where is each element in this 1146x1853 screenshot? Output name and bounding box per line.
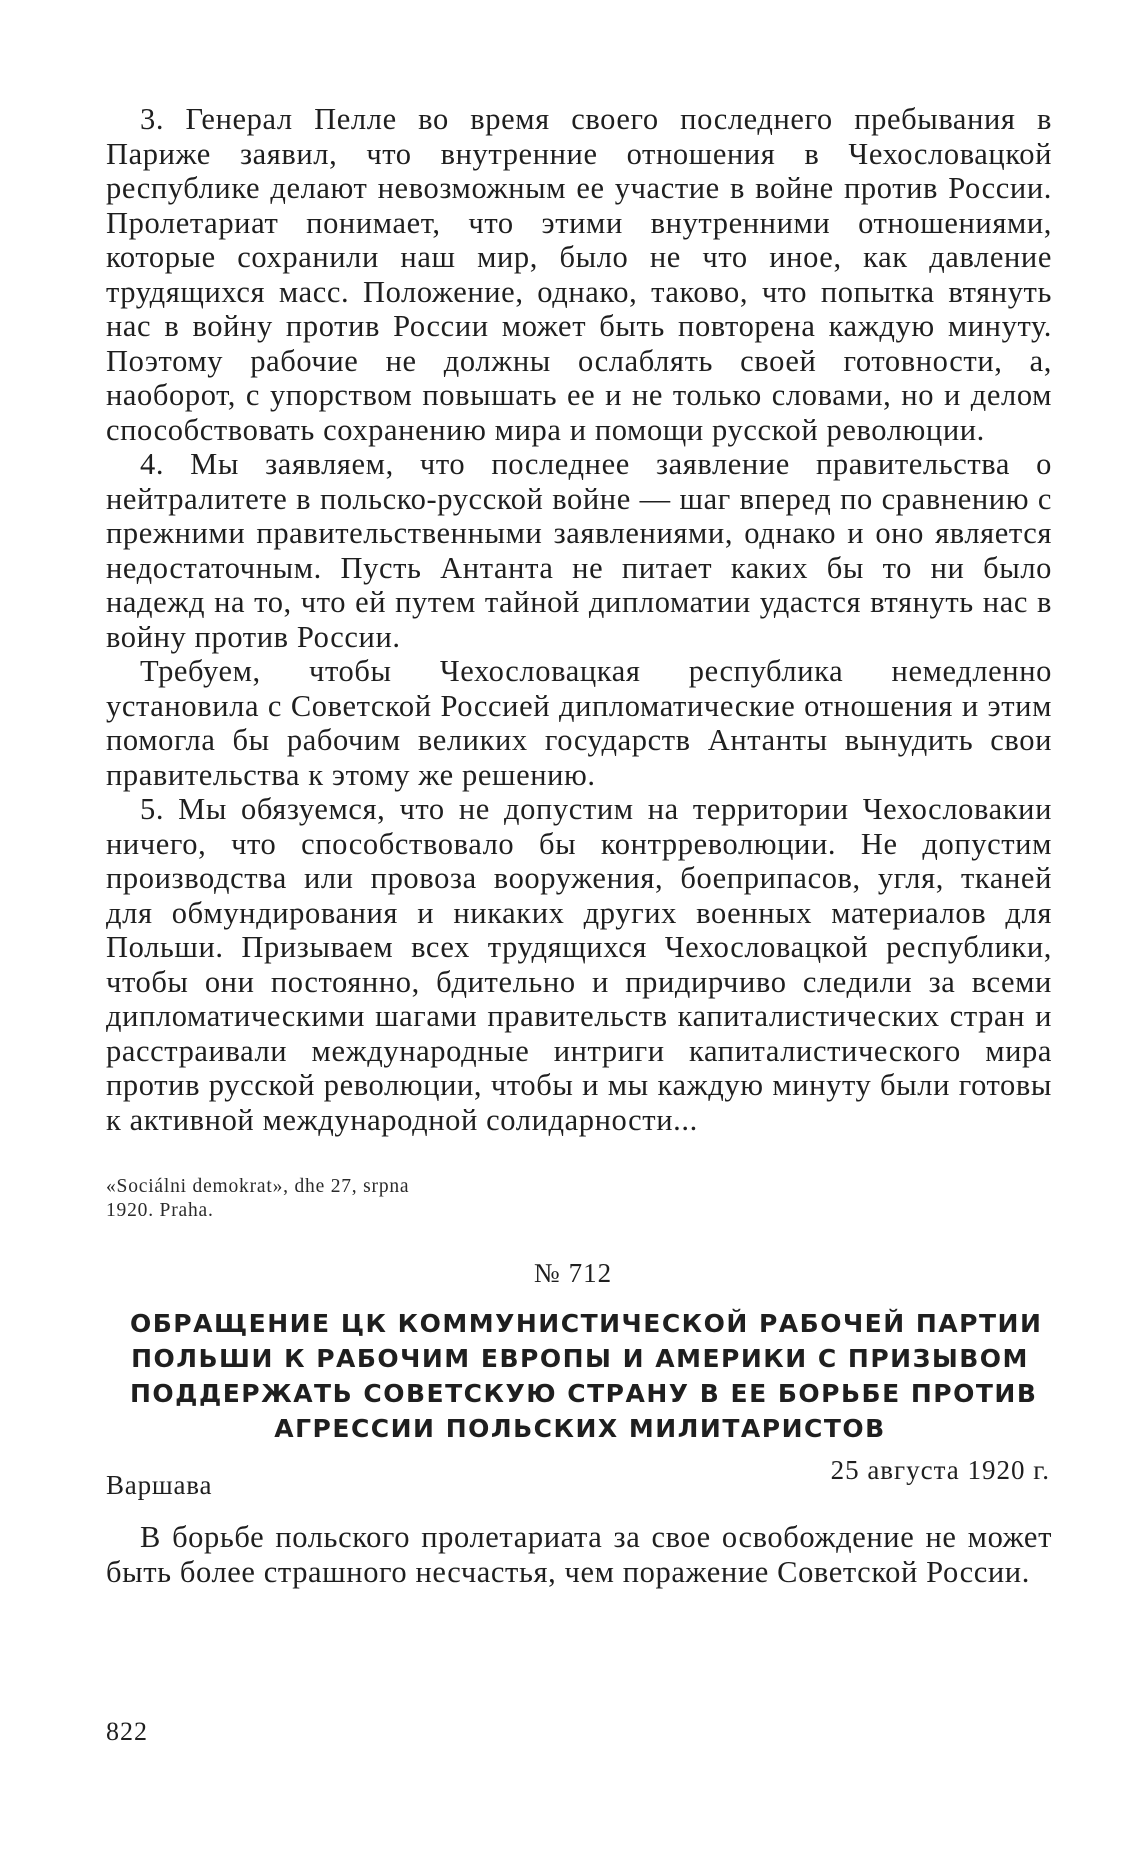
title-line: ПОДДЕРЖАТЬ СОВЕТСКУЮ СТРАНУ В ЕЕ БОРЬБЕ ПРОТИВ <box>130 1379 1038 1408</box>
title-line: ОБРАЩЕНИЕ ЦК КОММУНИСТИЧЕСКОЙ РАБОЧЕЙ ПАРТИИ <box>130 1309 1043 1338</box>
document-place: Варшава <box>106 1470 213 1500</box>
source-line-1: «Sociálni demokrat», dhe 27, srpna <box>106 1176 410 1197</box>
number-sign: № <box>533 1258 561 1288</box>
source-line-2: 1920. Praha. <box>106 1200 214 1221</box>
main-text-block <box>106 102 1052 1137</box>
source-citation <box>106 1175 526 1223</box>
document-title <box>130 1306 1043 1446</box>
paragraph-demand: Требуем, чтобы Чехословацкая республика немедленно установила с Советской Россией дипломатические отношения и этим помогла бы рабочим великих государств Антанты вынудить свои правительства к этому же решению. <box>106 654 1052 792</box>
paragraph-point-4: 4. Мы заявляем, что последнее заявление правительства о нейтралитете в польско-русской войне — шаг вперед по сравнению с прежними правительственными заявлениями, однако и оно является недостаточным. Пусть Антанта не питает каких бы то ни было надежд на то, что ей путем тайной дипломатии удастся втянуть нас в войну против России. <box>106 447 1052 654</box>
paragraph-point-3: 3. Генерал Пелле во время своего последнего пребывания в Париже заявил, что внутренние отношения в Чехословацкой республике делают невозможным ее участие в войне против России. Пролетариат понимает, что этими внутренними отношениями, которые сохранили наш мир, было не что иное, как давление трудящихся масс. Положение, однако, таково, что попытка втянуть нас в войну против России может быть повторена каждую минуту. Поэтому рабочие не должны ослаблять своей готовности, а, наоборот, с упорством повышать ее и не только словами, но и делом способствовать сохранению мира и помощи русской революции. <box>106 102 1052 447</box>
page-number: 822 <box>106 1717 148 1746</box>
document-number <box>0 1258 1146 1289</box>
body-paragraph: В борьбе польского пролетариата за свое освобождение не может быть более страшного несчастья, чем поражение Советской России. <box>106 1520 1052 1589</box>
title-line: АГРЕССИИ ПОЛЬСКИХ МИЛИТАРИСТОВ <box>274 1414 886 1443</box>
title-line: ПОЛЬШИ К РАБОЧИМ ЕВРОПЫ И АМЕРИКИ С ПРИЗЫВОМ <box>131 1344 1029 1373</box>
document-date: 25 августа 1920 г. <box>830 1455 1050 1485</box>
paragraph-point-5: 5. Мы обязуемся, что не допустим на территории Чехословакии ничего, что способствовало бы контрреволюции. Не допустим производства или провоза вооружения, боеприпасов, угля, тканей для обмундирования и никаких других военных материалов для Польши. Призываем всех трудящихся Чехословацкой республики, чтобы они постоянно, бдительно и придирчиво следили за всеми дипломатическими шагами правительств капиталистических стран и расстраивали международные интриги капиталистического мира против русской революции, чтобы и мы каждую минуту были готовы к активной международной солидарности... <box>106 792 1052 1137</box>
number-value: 712 <box>568 1258 613 1288</box>
body-text-block <box>106 1520 1052 1589</box>
